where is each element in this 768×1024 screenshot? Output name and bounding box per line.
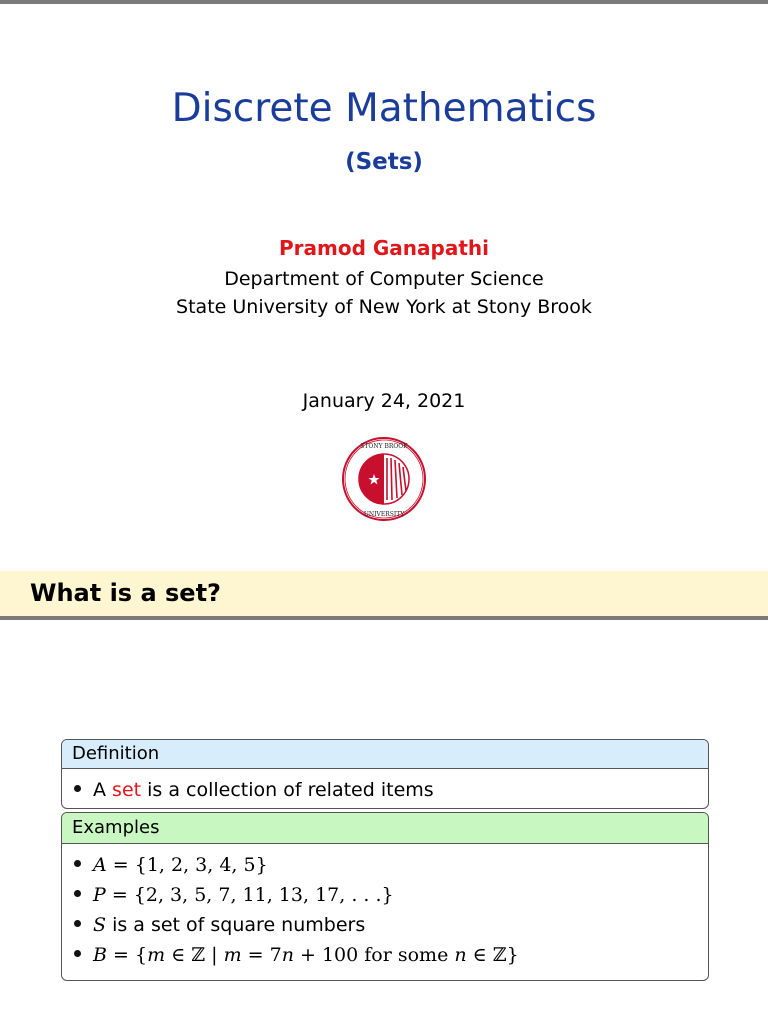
math-expr: + 100 for some xyxy=(293,944,455,966)
math-expr: = {1, 2, 3, 4, 5} xyxy=(106,854,268,876)
math-var: A xyxy=(93,854,107,876)
stony-brook-seal-icon xyxy=(341,436,427,522)
bullet-icon xyxy=(74,920,81,927)
presentation-date: January 24, 2021 xyxy=(302,390,466,412)
university: State University of New York at Stony Brook xyxy=(176,296,592,318)
definition-body xyxy=(62,769,708,805)
definition-pre: A xyxy=(93,779,106,801)
bullet-icon xyxy=(74,950,81,957)
definition-header: Definition xyxy=(62,740,708,769)
department: Department of Computer Science xyxy=(224,268,544,290)
bullet-icon xyxy=(74,785,81,792)
frame-title: What is a set? xyxy=(30,579,221,607)
bullet-icon xyxy=(74,860,81,867)
author-name: Pramod Ganapathi xyxy=(279,236,489,260)
list-item xyxy=(74,910,708,940)
highlight-term: set xyxy=(112,779,142,801)
math-expr: ∈ ℤ} xyxy=(466,944,519,966)
math-var: P xyxy=(93,884,106,906)
presentation-title: Discrete Mathematics xyxy=(171,86,597,131)
examples-header: Examples xyxy=(62,813,708,844)
list-item xyxy=(74,775,708,805)
definition-block xyxy=(61,739,709,809)
math-var: B xyxy=(93,944,107,966)
seal-top-text: STONY BROOK xyxy=(360,443,408,450)
title-slide xyxy=(0,4,768,616)
list-item xyxy=(74,940,708,970)
definition-post: is a collection of related items xyxy=(147,779,434,801)
examples-block xyxy=(61,812,709,981)
slide-divider xyxy=(0,616,768,620)
frame-title-bar xyxy=(0,571,768,616)
math-var: m xyxy=(223,944,242,966)
seal-bottom-text: UNIVERSITY xyxy=(363,511,405,518)
examples-body xyxy=(62,844,708,970)
math-var: S xyxy=(93,914,107,936)
list-item xyxy=(74,850,708,880)
math-expr: = {2, 3, 5, 7, 11, 13, 17, . . .} xyxy=(105,884,394,906)
math-var: n xyxy=(281,944,294,966)
list-item xyxy=(74,880,708,910)
math-var: n xyxy=(454,944,467,966)
bullet-icon xyxy=(74,890,81,897)
math-expr: = 7 xyxy=(241,944,282,966)
example-text: is a set of square numbers xyxy=(106,914,366,936)
math-var: m xyxy=(147,944,166,966)
math-expr: = { xyxy=(106,944,148,966)
math-expr: ∈ ℤ | xyxy=(165,944,224,966)
presentation-subtitle: (Sets) xyxy=(345,149,423,175)
